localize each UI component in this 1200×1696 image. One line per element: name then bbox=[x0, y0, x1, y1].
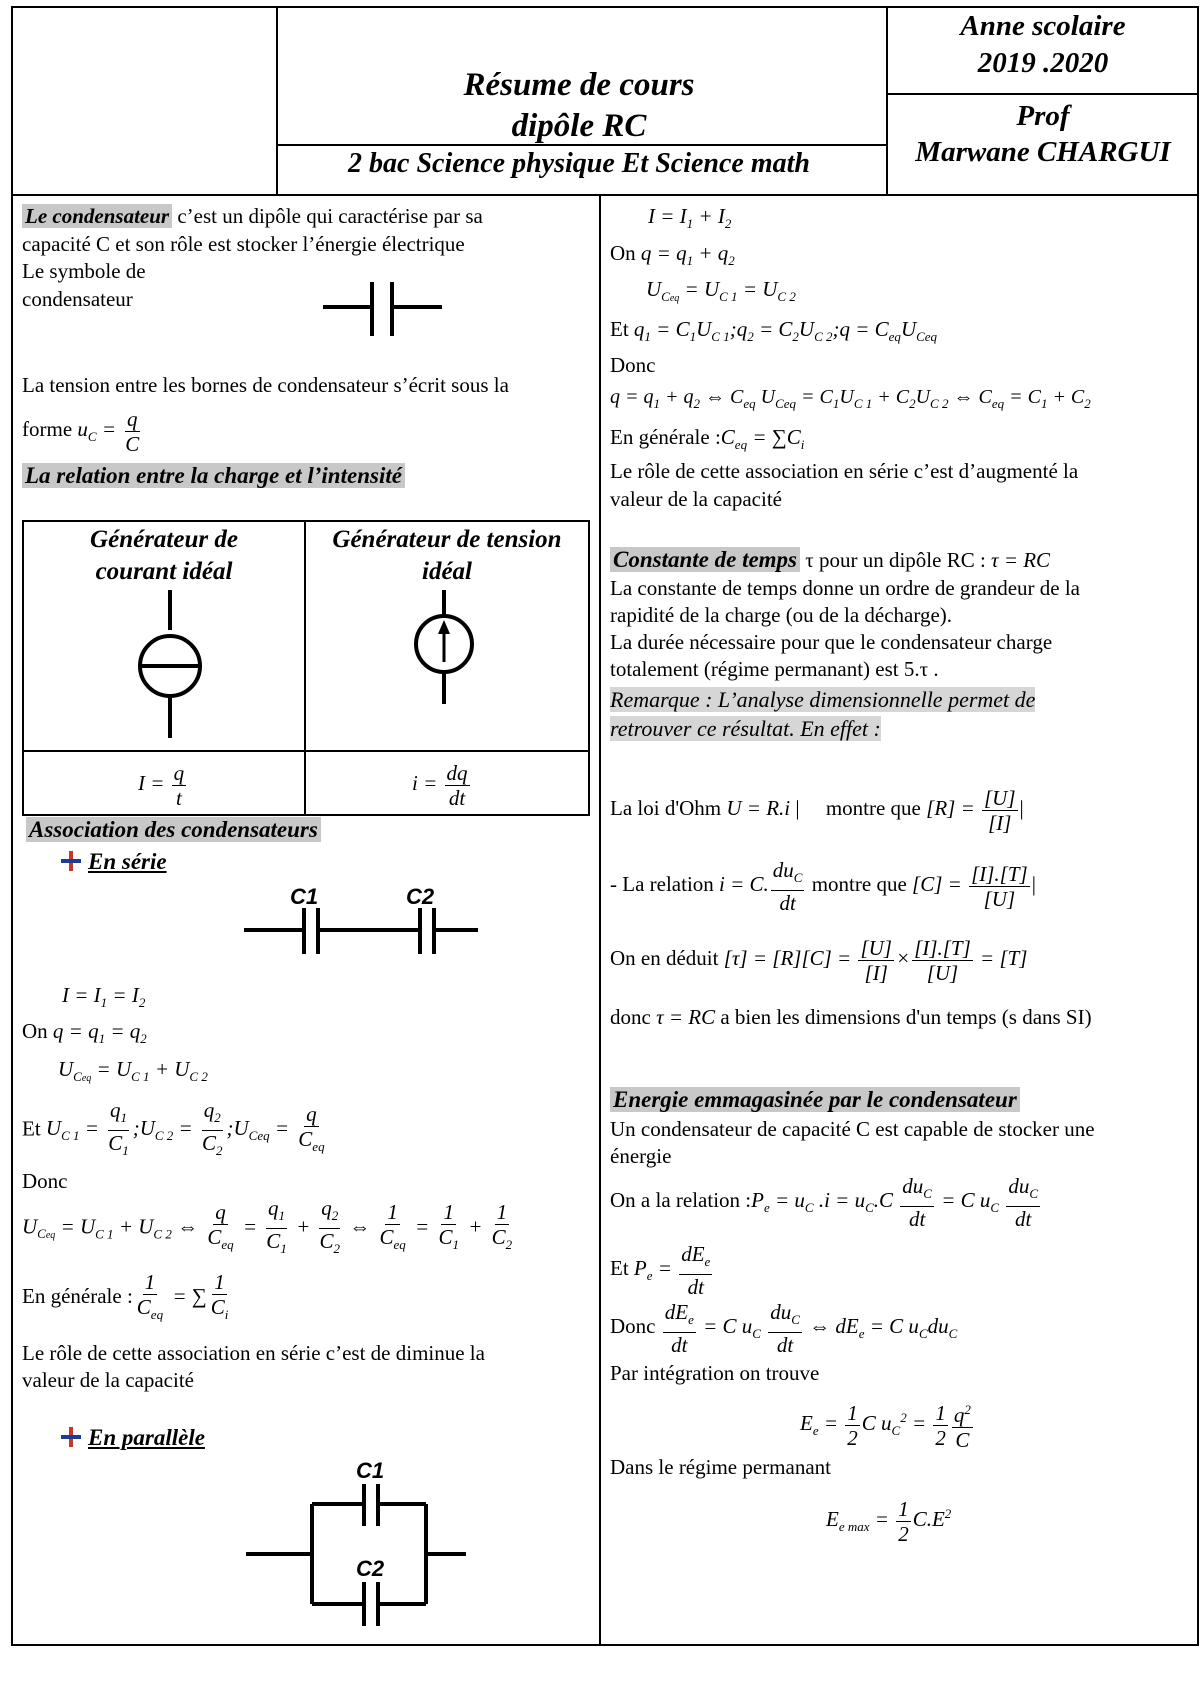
deduit-line: On en déduit [τ] = [R][C] = $\frac{[U]}{[I]}$ × $\frac{[I].[T]}{[U]}$ = [T] bbox=[610, 935, 1028, 985]
par-role2: valeur de la capacité bbox=[610, 487, 782, 511]
tau-p3: La durée nécessaire pour que le condensateur charge bbox=[610, 630, 1053, 654]
energie-p1: Un condensateur de capacité C est capable de stocker une bbox=[610, 1117, 1095, 1141]
tau-p1: La constante de temps donne un ordre de grandeur de la bbox=[610, 576, 1080, 600]
de-line: Donc $\frac{dE_e}{dt}$ = C $u_C$ $\frac{du_C}{dt}$ ⇔ $dE_e = C$ $u_Cdu_C$ bbox=[610, 1299, 958, 1357]
series-role2: valeur de la capacité bbox=[22, 1368, 194, 1392]
table-header-2a: Générateur de tension bbox=[332, 526, 562, 553]
tau-p2: rapidité de la charge (ou de la décharge). bbox=[610, 603, 953, 627]
tau-heading: Constante de temps τ pour un dipôle RC : τ = RC bbox=[610, 546, 1050, 574]
year-label: Anne scolaire bbox=[960, 10, 1126, 42]
power-line: On a la relation $:P_e = u_C$ $.i = u_C.C$ $\frac{du_C}{dt}$ = C $u_C$ $\frac{du_C}{dt}$ bbox=[610, 1173, 1038, 1231]
donc-tau-line: donc τ = RC a bien les dimensions d'un temps (s dans SI) bbox=[610, 1005, 1092, 1029]
ohm-line: La loi d'Ohm U = R.i | montre que [R] = $\frac{[U]}{[I]}$ | bbox=[610, 785, 1024, 835]
tension-text: La tension entre les bornes de condensateur s’écrit sous la bbox=[22, 373, 509, 397]
par-role1: Le rôle de cette association en série c’est d’augmenté la bbox=[610, 459, 1079, 483]
parallele-heading: En parallèle bbox=[60, 1424, 205, 1452]
table-header-2b: idéal bbox=[422, 558, 472, 585]
table-row-divider bbox=[22, 750, 590, 752]
series-circuit-diagram bbox=[240, 880, 480, 960]
integration-text: Par intégration on trouve bbox=[610, 1361, 820, 1385]
series-eq-I: $I = I_1 = I_2$ bbox=[62, 983, 146, 1010]
remarque-2: retrouver ce résultat. En effet : bbox=[610, 716, 881, 741]
par-eq-derivation: $q = q_1 + q_2$ ⇔ $C_{eq}$ $U_{Ceq} = C_1U_{C 1} + C_2U_{C 2}$ ⇔ $C_{eq} = C_1 + C_2$ bbox=[610, 386, 1091, 411]
symbol-label1: Le symbole de bbox=[22, 259, 146, 283]
series-generale: En générale : $\frac{1}{C_{eq}}$ = ∑ $\frac{1}{C_i}$ bbox=[22, 1269, 229, 1322]
bullet-plus-icon bbox=[60, 1426, 82, 1448]
remarque-1: Remarque : L’analyse dimensionnelle permet de bbox=[610, 687, 1036, 712]
energy-formula: $E_e$ = $\frac{1}{2}$ C $u_C^2$ = $\frac{1}{2}$ $\frac{q^2}{C}$ bbox=[800, 1390, 975, 1459]
cond-title: Le condensateur bbox=[22, 204, 172, 228]
par-donc: Donc bbox=[610, 353, 656, 377]
energie-p2: énergie bbox=[610, 1144, 672, 1168]
assoc-heading: Association des condensateurs bbox=[26, 816, 321, 844]
formula-i: i = $\frac{dq}{dt}$ bbox=[412, 760, 468, 810]
series-eq-U: $U_{Ceq} = U_{C 1} + U_{C 2}$ bbox=[58, 1057, 208, 1084]
pe-line: Et $P_e$ = $\frac{dE_e}{dt}$ bbox=[610, 1241, 711, 1299]
energie-heading: Energie emmagasinée par le condensateur bbox=[610, 1086, 1020, 1114]
symbol-label2: condensateur bbox=[22, 287, 133, 311]
parallel-c2-label: C2 bbox=[356, 1556, 385, 1581]
par-eq-q: On $q = q_1 + q_2$ bbox=[610, 241, 735, 268]
regime-text: Dans le régime permanant bbox=[610, 1455, 831, 1479]
table-header-1b: courant idéal bbox=[95, 558, 233, 585]
series-eq-derivation: $U_{Ceq} = U_{C 1} + U_{C 2}$ ⇔ $\frac{q}{C_{eq}}$ = $\frac{q_1}{C_1}$ + $\frac{q_2}{C_2}$ ⇔ $\frac{1}{C_{eq}}$ = $\frac{1}{C_1}$ + $\frac{1}{C_2}$ bbox=[22, 1196, 513, 1256]
parallel-c1-label: C1 bbox=[356, 1458, 385, 1483]
table-header-1a: Générateur de bbox=[90, 526, 238, 553]
series-donc: Donc bbox=[22, 1169, 68, 1193]
par-eq-et: Et $q_1$ = $C_1U_{C 1};q_2$ = $C_2U_{C 2};q = C_{eq}U_{Ceq}$ bbox=[610, 317, 938, 344]
prof-label: Prof bbox=[1016, 100, 1070, 132]
series-c2-label: C2 bbox=[406, 884, 435, 909]
series-eq-et: Et $U_{C 1}$ = $\frac{q_1}{C_1}$ $;U_{C 2}$ = $\frac{q_2}{C_2}$ $;U_{Ceq}$ = $\frac{q}{C_{eq}}$ bbox=[22, 1098, 325, 1158]
formula-I: I = $\frac{q}{t}$ bbox=[138, 760, 185, 810]
year-value: 2019 .2020 bbox=[977, 47, 1109, 79]
par-eq-I: $I = I_1 + I_2$ bbox=[648, 204, 732, 231]
series-c1-label: C1 bbox=[290, 884, 319, 909]
column-divider bbox=[599, 196, 601, 1646]
forme-line: forme $u_C$ = $\frac{q}{C}$ bbox=[22, 406, 140, 456]
par-eq-U: $U_{Ceq} = U_{C 1} = U_{C 2}$ bbox=[646, 277, 796, 304]
prof-name: Marwane CHARGUI bbox=[915, 136, 1171, 168]
serie-heading: En série bbox=[60, 848, 167, 876]
tau-p4: totalement (régime permanant) est 5.τ . bbox=[610, 657, 939, 681]
current-source-icon bbox=[130, 588, 210, 740]
voltage-source-icon bbox=[404, 588, 484, 706]
par-generale: En générale $:C_{eq} = \sum C_i$ bbox=[610, 425, 805, 452]
relation-line: - La relation i = C. $\frac{du_C}{dt}$ montre que [C] = $\frac{[I].[T]}{[U]}$ | bbox=[610, 857, 1036, 915]
bullet-plus-icon bbox=[60, 850, 82, 872]
cond-intro: Le condensateur c’est un dipôle qui caractérise par sa bbox=[22, 203, 483, 230]
relation-heading: La relation entre la charge et l’intensité bbox=[22, 462, 405, 490]
parallel-circuit-diagram bbox=[244, 1470, 470, 1638]
cond-text2: capacité C et son rôle est stocker l’énergie électrique bbox=[22, 232, 465, 256]
capacitor-symbol bbox=[320, 278, 444, 340]
page-subtitle: 2 bac Science physique Et Science math bbox=[348, 148, 810, 179]
series-role1: Le rôle de cette association en série c’est de diminue la bbox=[22, 1341, 485, 1365]
page-title-2: dipôle RC bbox=[511, 108, 647, 144]
page-title: Résume de cours bbox=[463, 67, 695, 103]
header-divider-year bbox=[886, 93, 1199, 95]
energy-max-formula: $E_{e max}$ = $\frac{1}{2}$ $C.E^2$ bbox=[826, 1496, 952, 1546]
series-eq-q: On $q = q_1 = q_2$ bbox=[22, 1019, 147, 1046]
